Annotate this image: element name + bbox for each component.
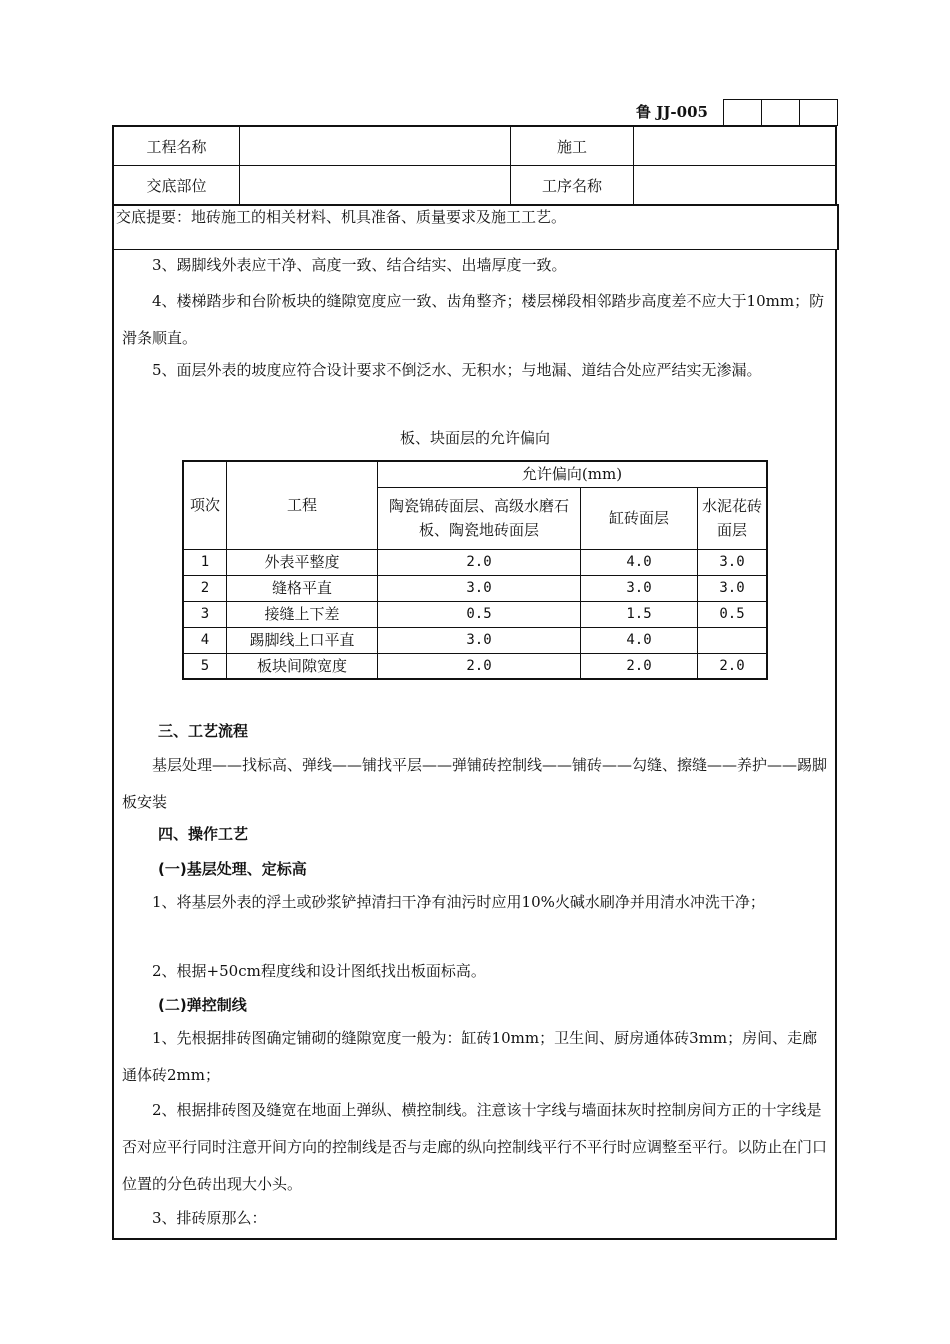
row-b: 2.0 bbox=[581, 653, 698, 679]
row-name: 接缝上下差 bbox=[227, 601, 378, 627]
table-row bbox=[183, 549, 767, 575]
header-table bbox=[112, 125, 837, 206]
row-a: 3.0 bbox=[378, 627, 581, 653]
paragraph-5: 5、面层外表的坡度应符合设计要求不倒泛水、无积水；与地漏、道结合处应严结实无渗漏。 bbox=[152, 361, 762, 379]
col-project-header: 工程 bbox=[227, 461, 378, 549]
construction-field[interactable] bbox=[634, 126, 837, 166]
section-3-text: 基层处理——找标高、弹线——铺找平层——弹铺砖控制线——铺砖——勾缝、擦缝——养护——踢脚板安装 bbox=[122, 756, 828, 811]
project-name-field[interactable] bbox=[240, 126, 511, 166]
row-name: 缝格平直 bbox=[227, 575, 378, 601]
table-row bbox=[183, 601, 767, 627]
subsection-1-title: (一)基层处理、定标高 bbox=[158, 860, 307, 878]
subsection-2-title: (二)弹控制线 bbox=[158, 996, 247, 1014]
row-no: 1 bbox=[183, 549, 227, 575]
row-name: 踢脚线上口平直 bbox=[227, 627, 378, 653]
brief: 交底提要：地砖施工的相关材料、机具准备、质量要求及施工工艺。 bbox=[112, 204, 839, 250]
construction-label: 施工 bbox=[511, 126, 634, 166]
row-no: 5 bbox=[183, 653, 227, 679]
process-name-label: 工序名称 bbox=[511, 166, 634, 206]
row-c: 3.0 bbox=[698, 549, 768, 575]
paragraph-4: 4、楼梯踏步和台阶板块的缝隙宽度应一致、齿角整齐；楼层梯段相邻踏步高度差不应大于10mm；防滑条顺直。 bbox=[122, 292, 825, 347]
row-c bbox=[698, 627, 768, 653]
form-code: 鲁 JJ-005 bbox=[636, 103, 708, 121]
row-c: 3.0 bbox=[698, 575, 768, 601]
section-3-title: 三、工艺流程 bbox=[158, 722, 249, 740]
row-a: 2.0 bbox=[378, 549, 581, 575]
code-box-2 bbox=[761, 99, 800, 126]
subsection-2-para-2: 2、根据排砖图及缝宽在地面上弹纵、横控制线。注意该十字线与墙面抹灰时控制房间方正的十字线是否对应平行同时注意开间方向的控制线是否与走廊的纵向控制线平行不平行时应调整至平行。以防止在门口位置的分色砖出现大小头。 bbox=[122, 1101, 828, 1193]
section-4-title: 四、操作工艺 bbox=[158, 825, 249, 843]
table-row bbox=[183, 627, 767, 653]
col-a-header: 陶瓷锦砖面层、高级水磨石板、陶瓷地砖面层 bbox=[378, 487, 581, 549]
row-no: 4 bbox=[183, 627, 227, 653]
table-row bbox=[183, 653, 767, 679]
row-name: 板块间隙宽度 bbox=[227, 653, 378, 679]
subsection-1-para-1: 1、将基层外表的浮土或砂浆铲掉清扫干净有油污时应用10%火碱水刷净并用清水冲洗干净； bbox=[152, 893, 765, 911]
paragraph-3: 3、踢脚线外表应干净、高度一致、结合结实、出墙厚度一致。 bbox=[152, 256, 567, 274]
subsection-2-para-3: 3、排砖原那么： bbox=[152, 1209, 267, 1227]
table-caption: 板、块面层的允许偏向 bbox=[399, 429, 550, 447]
handover-part-field[interactable] bbox=[240, 166, 511, 206]
row-a: 3.0 bbox=[378, 575, 581, 601]
col-group-header: 允许偏向(mm) bbox=[378, 461, 768, 487]
row-a: 2.0 bbox=[378, 653, 581, 679]
col-b-header: 缸砖面层 bbox=[581, 487, 698, 549]
process-name-field[interactable] bbox=[634, 166, 837, 206]
row-b: 3.0 bbox=[581, 575, 698, 601]
col-item-header: 项次 bbox=[183, 461, 227, 549]
table-row bbox=[183, 575, 767, 601]
row-no: 3 bbox=[183, 601, 227, 627]
col-c-header: 水泥花砖面层 bbox=[698, 487, 768, 549]
row-c: 0.5 bbox=[698, 601, 768, 627]
code-box-3 bbox=[799, 99, 838, 126]
row-c: 2.0 bbox=[698, 653, 768, 679]
row-b: 1.5 bbox=[581, 601, 698, 627]
handover-part-label: 交底部位 bbox=[113, 166, 240, 206]
subsection-2-para-1: 1、先根据排砖图确定铺砌的缝隙宽度一般为：缸砖10mm；卫生间、厨房通体砖3mm；房间、走廊通体砖2mm； bbox=[122, 1029, 818, 1084]
row-b: 4.0 bbox=[581, 549, 698, 575]
deviation-table bbox=[182, 460, 768, 680]
subsection-1-para-2: 2、根据+50cm程度线和设计图纸找出板面标高。 bbox=[152, 962, 486, 980]
project-name-label: 工程名称 bbox=[113, 126, 240, 166]
row-no: 2 bbox=[183, 575, 227, 601]
row-name: 外表平整度 bbox=[227, 549, 378, 575]
row-a: 0.5 bbox=[378, 601, 581, 627]
row-b: 4.0 bbox=[581, 627, 698, 653]
code-box-1 bbox=[723, 99, 762, 126]
